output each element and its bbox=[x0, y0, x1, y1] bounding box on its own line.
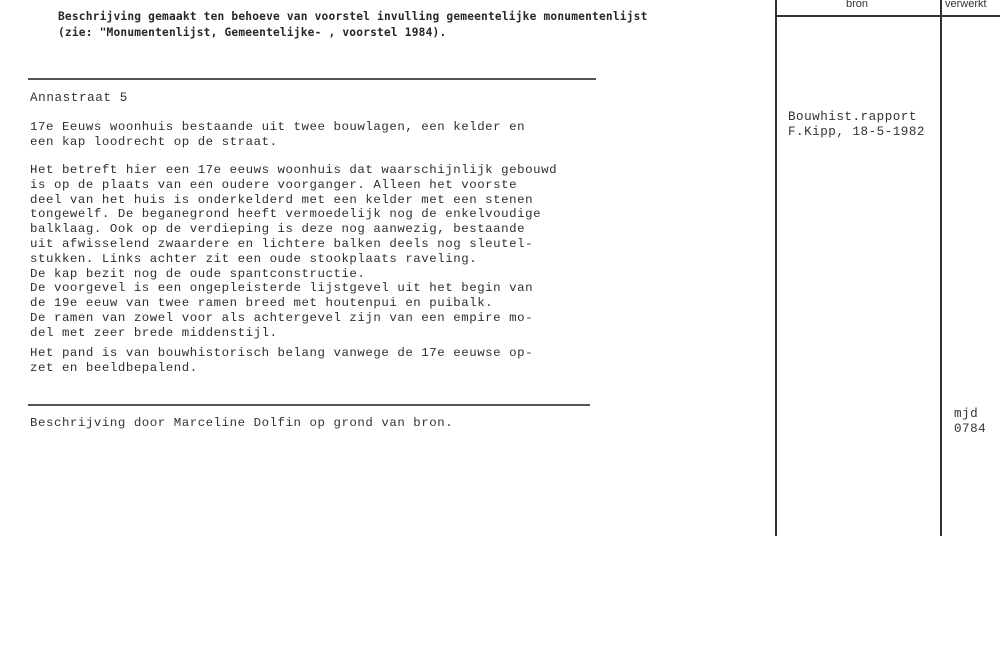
source-line: F.Kipp, 18-5-1982 bbox=[788, 125, 925, 139]
conclusion-line: zet en beeldbepalend. bbox=[30, 360, 198, 375]
address: Annastraat 5 bbox=[30, 91, 128, 105]
summary-line: een kap loodrecht op de straat. bbox=[30, 134, 278, 149]
description-line: De ramen van zowel voor als achtergevel zijn van een empire mo- bbox=[30, 310, 534, 325]
processed-line: 0784 bbox=[954, 422, 987, 436]
description bbox=[30, 163, 610, 341]
description-line: tongewelf. De beganegrond heeft vermoedelijk nog de enkelvoudige bbox=[30, 207, 542, 222]
description-line: de 19e eeuw van twee ramen breed met houtenpui en puibalk. bbox=[30, 296, 494, 311]
summary bbox=[30, 120, 610, 150]
source-column-header: bron bbox=[846, 0, 869, 10]
description-line: De kap bezit nog de oude spantconstructie. bbox=[30, 266, 366, 281]
bottom-rule bbox=[28, 404, 590, 406]
description-author: Beschrijving door Marceline Dolfin op grond van bron. bbox=[30, 416, 454, 430]
top-rule bbox=[28, 78, 596, 80]
source-line: Bouwhist.rapport bbox=[788, 110, 917, 124]
description-line: stukken. Links achter zit een oude stookplaats raveling. bbox=[30, 251, 478, 266]
conclusion-line: Het pand is van bouwhistorisch belang vanwege de 17e eeuwse op- bbox=[30, 346, 534, 360]
description-line: Het betreft hier een 17e eeuws woonhuis dat waarschijnlijk gebouwd bbox=[30, 163, 558, 177]
column-header-rule bbox=[775, 15, 1000, 17]
source-reference bbox=[788, 110, 925, 140]
description-line: uit afwisselend zwaardere en lichtere balken deels nog sleutel- bbox=[30, 236, 534, 251]
description-line: De voorgevel is een ongepleisterde lijstgevel uit het begin van bbox=[30, 281, 534, 296]
summary-line: 17e Eeuws woonhuis bestaande uit twee bouwlagen, een kelder en bbox=[30, 120, 526, 134]
processed-mark bbox=[954, 407, 986, 437]
conclusion bbox=[30, 346, 610, 376]
header-note-line-1: Beschrijving gemaakt ten behoeve van voorstel invulling gemeentelijke monumentenlijst bbox=[58, 10, 648, 23]
description-line: balklaag. Ook op de verdieping is deze nog aanwezig, bestaande bbox=[30, 222, 526, 237]
header-note-line-2: (zie: "Monumentenlijst, Gemeentelijke- , voorstel 1984). bbox=[58, 26, 447, 39]
description-line: is op de plaats van een oudere voorganger. Alleen het voorste bbox=[30, 177, 518, 192]
processed-line: mjd bbox=[954, 407, 979, 421]
processed-column-header: verwerkt bbox=[945, 0, 987, 10]
description-line: deel van het huis is onderkelderd met een kelder met een stenen bbox=[30, 192, 534, 207]
description-line: del met zeer brede middenstijl. bbox=[30, 325, 278, 340]
source-column-left-border bbox=[775, 0, 777, 536]
header-note bbox=[58, 9, 758, 41]
source-column-right-border bbox=[940, 0, 942, 536]
